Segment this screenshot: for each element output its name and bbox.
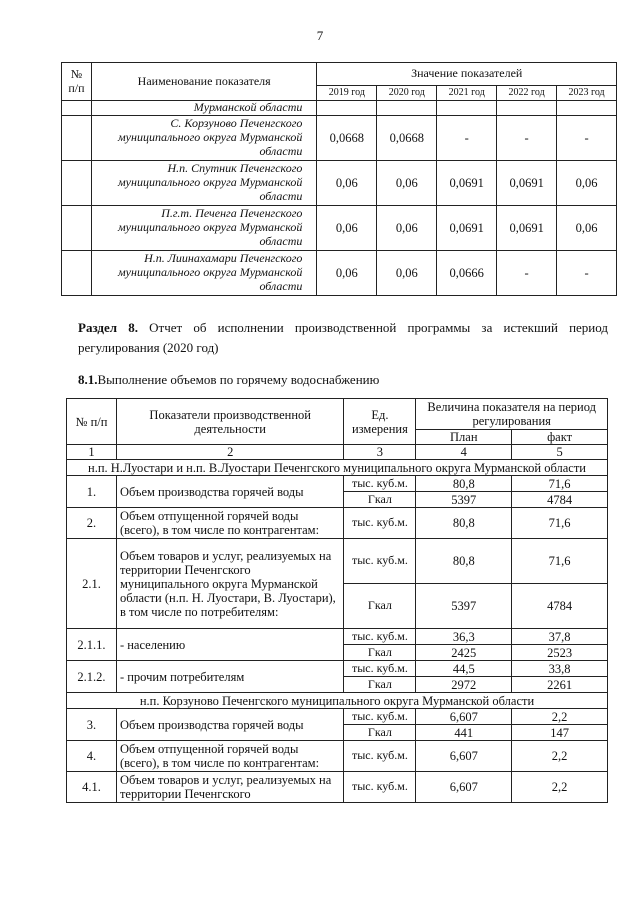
fact-cell: 4784 — [512, 492, 608, 508]
year-header: 2021 год — [437, 86, 497, 101]
value-cell: 0,06 — [317, 251, 377, 296]
row-name: Н.п. Лиинахамари Печенгского муниципального округа Мурманской области — [91, 251, 316, 296]
table-row — [62, 101, 617, 116]
plan-cell: 2972 — [416, 677, 512, 693]
table-row — [67, 508, 608, 539]
section-heading — [78, 318, 608, 358]
page-number: 7 — [316, 28, 324, 43]
value-cell: 0,06 — [557, 206, 617, 251]
value-cell: - — [497, 116, 557, 161]
plan-cell: 5397 — [416, 492, 512, 508]
plan-cell: 441 — [416, 725, 512, 741]
value-cell: - — [557, 116, 617, 161]
row-number: 2.1.2. — [67, 661, 117, 693]
table-row — [67, 661, 608, 677]
group-title: н.п. Корзуново Печенгского муниципального округа Мурманской области — [67, 693, 608, 709]
table-header-row — [62, 63, 617, 86]
unit-cell: тыс. куб.м. — [344, 709, 416, 725]
row-indicator: Объем товаров и услуг, реализуемых на территории Печенгского — [116, 772, 344, 803]
row-number: 4.1. — [67, 772, 117, 803]
group-title: н.п. Н.Луостари и н.п. В.Луостари Печенгского муниципального округа Мурманской области — [67, 460, 608, 476]
row-number: 2. — [67, 508, 117, 539]
fact-cell: 71,6 — [512, 539, 608, 584]
index-cell: 3 — [344, 445, 416, 460]
value-cell: 0,0691 — [497, 161, 557, 206]
value-cell: 0,0691 — [437, 161, 497, 206]
value-cell: 0,06 — [377, 206, 437, 251]
plan-cell: 2425 — [416, 645, 512, 661]
value-cell: - — [437, 116, 497, 161]
table-row — [67, 539, 608, 584]
plan-cell: 36,3 — [416, 629, 512, 645]
col-values-header: Значение показателей — [317, 63, 617, 86]
year-header: 2020 год — [377, 86, 437, 101]
table-row — [67, 772, 608, 803]
row-indicator: Объем отпущенной горячей воды (всего), в том числе по контрагентам: — [116, 741, 344, 772]
unit-cell: тыс. куб.м. — [344, 629, 416, 645]
value-cell: 0,06 — [317, 161, 377, 206]
fact-cell: 2,2 — [512, 772, 608, 803]
unit-cell: тыс. куб.м. — [344, 508, 416, 539]
row-indicator: Объем отпущенной горячей воды (всего), в том числе по контрагентам: — [116, 508, 344, 539]
value-cell: 0,06 — [557, 161, 617, 206]
value-cell: 0,0668 — [317, 116, 377, 161]
year-header: 2023 год — [557, 86, 617, 101]
row-indicator: - населению — [116, 629, 344, 661]
fact-cell: 2,2 — [512, 741, 608, 772]
table-row — [62, 206, 617, 251]
subsection-text: Выполнение объемов по горячему водоснабжению — [97, 372, 380, 387]
section-text: Отчет об исполнении производственной программы за истекший период регулирования (2020 год) — [78, 320, 608, 355]
plan-cell: 80,8 — [416, 539, 512, 584]
indicator-values-table — [61, 62, 617, 296]
row-name: Н.п. Спутник Печенгского муниципального округа Мурманской области — [91, 161, 316, 206]
table-row — [62, 161, 617, 206]
table-row — [62, 116, 617, 161]
row-name: Мурманской области — [91, 101, 316, 116]
table-row — [62, 251, 617, 296]
col-unit-header: Ед. измерения — [344, 399, 416, 445]
index-cell: 4 — [416, 445, 512, 460]
value-cell: 0,06 — [377, 161, 437, 206]
plan-cell: 6,607 — [416, 709, 512, 725]
unit-cell: тыс. куб.м. — [344, 772, 416, 803]
unit-cell: Гкал — [344, 645, 416, 661]
plan-cell: 6,607 — [416, 772, 512, 803]
row-indicator: - прочим потребителям — [116, 661, 344, 693]
unit-cell: Гкал — [344, 584, 416, 629]
col-num-header: № п/п — [67, 399, 117, 445]
col-fact-header: факт — [512, 430, 608, 445]
section-label: Раздел 8. — [78, 320, 138, 335]
row-indicator: Объем производства горячей воды — [116, 709, 344, 741]
col-name-header: Наименование показателя — [91, 63, 316, 101]
row-indicator: Объем производства горячей воды — [116, 476, 344, 508]
unit-cell: Гкал — [344, 677, 416, 693]
row-number: 4. — [67, 741, 117, 772]
plan-cell: 80,8 — [416, 508, 512, 539]
subsection-label: 8.1. — [78, 372, 98, 387]
table-row — [67, 476, 608, 492]
value-cell: 0,0691 — [497, 206, 557, 251]
row-number: 2.1. — [67, 539, 117, 629]
row-number: 1. — [67, 476, 117, 508]
row-name: С. Корзуново Печенгского муниципального округа Мурманской области — [91, 116, 316, 161]
value-cell: 0,0666 — [437, 251, 497, 296]
col-num-header: № п/п — [62, 63, 92, 101]
fact-cell: 71,6 — [512, 508, 608, 539]
group-row — [67, 460, 608, 476]
unit-cell: Гкал — [344, 492, 416, 508]
value-cell: 0,0668 — [377, 116, 437, 161]
fact-cell: 33,8 — [512, 661, 608, 677]
unit-cell: тыс. куб.м. — [344, 741, 416, 772]
group-row — [67, 693, 608, 709]
fact-cell: 37,8 — [512, 629, 608, 645]
col-plan-header: План — [416, 430, 512, 445]
plan-cell: 5397 — [416, 584, 512, 629]
plan-cell: 6,607 — [416, 741, 512, 772]
value-cell: 0,06 — [317, 206, 377, 251]
fact-cell: 4784 — [512, 584, 608, 629]
row-indicator: Объем товаров и услуг, реализуемых на территории Печенгского муниципального округа Мурманской области (н.п. Н. Луостари, В. Луостари), в том числе по потребителям: — [116, 539, 344, 629]
table-row — [67, 709, 608, 725]
fact-cell: 147 — [512, 725, 608, 741]
index-cell: 2 — [116, 445, 344, 460]
hot-water-volume-table — [66, 398, 608, 803]
subsection-heading — [78, 372, 379, 388]
year-header: 2019 год — [317, 86, 377, 101]
index-cell: 5 — [512, 445, 608, 460]
year-header: 2022 год — [497, 86, 557, 101]
unit-cell: тыс. куб.м. — [344, 476, 416, 492]
fact-cell: 2261 — [512, 677, 608, 693]
value-cell: 0,06 — [377, 251, 437, 296]
unit-cell: тыс. куб.м. — [344, 539, 416, 584]
row-number: 3. — [67, 709, 117, 741]
index-row — [67, 445, 608, 460]
index-cell: 1 — [67, 445, 117, 460]
value-cell: - — [497, 251, 557, 296]
fact-cell: 2523 — [512, 645, 608, 661]
value-cell: - — [557, 251, 617, 296]
col-value-header: Величина показателя на период регулирования — [416, 399, 608, 430]
col-indicator-header: Показатели производственной деятельности — [116, 399, 344, 445]
table-header-row — [67, 399, 608, 430]
row-number: 2.1.1. — [67, 629, 117, 661]
table-row — [67, 741, 608, 772]
unit-cell: тыс. куб.м. — [344, 661, 416, 677]
fact-cell: 2,2 — [512, 709, 608, 725]
plan-cell: 80,8 — [416, 476, 512, 492]
row-name: П.г.т. Печенга Печенгского муниципального округа Мурманской области — [91, 206, 316, 251]
unit-cell: Гкал — [344, 725, 416, 741]
plan-cell: 44,5 — [416, 661, 512, 677]
fact-cell: 71,6 — [512, 476, 608, 492]
table-row — [67, 629, 608, 645]
value-cell: 0,0691 — [437, 206, 497, 251]
